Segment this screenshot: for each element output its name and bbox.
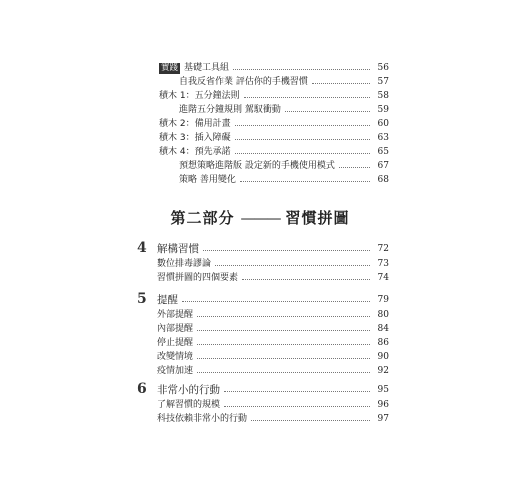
entry-label: 積木 3：插入障礙	[159, 133, 231, 143]
dot-leader	[224, 391, 370, 392]
entry-label: 改變情境	[157, 352, 194, 362]
page-number: 65	[377, 147, 389, 157]
dot-leader	[244, 97, 370, 98]
page-number: 95	[377, 385, 389, 395]
page-number: 60	[377, 119, 389, 129]
toc-entry[interactable]	[179, 74, 389, 88]
entry-label: 習慣拼圖的四個要素	[157, 273, 239, 283]
entry-label: 積木 4：預先承諾	[159, 147, 231, 157]
page-number: 57	[377, 77, 389, 87]
dot-leader	[215, 265, 370, 266]
entry-label: 了解習慣的規模	[157, 400, 221, 410]
toc-entry[interactable]	[179, 102, 389, 116]
toc-entry[interactable]	[157, 397, 389, 411]
part-title: 習慣拼圖	[285, 209, 350, 227]
toc-entry[interactable]	[159, 60, 389, 74]
page-number: 84	[377, 324, 389, 334]
dot-leader	[224, 406, 370, 407]
chapter-number: 6	[137, 381, 147, 397]
page-number: 97	[377, 414, 389, 424]
entry-label: 積木 2：備用計畫	[159, 119, 231, 129]
toc-entry[interactable]	[159, 144, 389, 158]
part-heading	[0, 207, 520, 228]
chapter-title: 提醒	[157, 294, 178, 306]
page-number: 80	[377, 310, 389, 320]
page-number: 92	[377, 366, 389, 376]
toc-entry[interactable]	[157, 307, 389, 321]
chapter-entry[interactable]	[137, 289, 389, 307]
section-tag: 實踐	[161, 63, 179, 73]
entry-label: 科技依賴非常小的行動	[157, 414, 248, 424]
entry-label: 疫情加速	[157, 366, 194, 376]
toc-entry[interactable]	[159, 88, 389, 102]
part-dash: ———	[240, 209, 280, 227]
dot-leader	[312, 83, 370, 84]
entry-label: 策略 善用變化	[179, 175, 236, 185]
toc-entry[interactable]	[159, 116, 389, 130]
entry-label: 內部提醒	[157, 324, 194, 334]
entry-label: 數位排毒謬論	[157, 259, 212, 269]
page-number: 74	[377, 273, 389, 283]
chapter-title: 非常小的行動	[157, 384, 220, 396]
dot-leader	[235, 139, 370, 140]
page-number: 68	[377, 175, 389, 185]
page-number: 90	[377, 352, 389, 362]
toc-entry[interactable]	[159, 130, 389, 144]
dot-leader	[242, 279, 370, 280]
dot-leader	[235, 125, 370, 126]
page-number: 67	[377, 161, 389, 171]
dot-leader	[339, 167, 370, 168]
chapter-entry[interactable]	[137, 379, 389, 397]
page-number: 72	[377, 244, 389, 254]
dot-leader	[197, 358, 370, 359]
page-number: 63	[377, 133, 389, 143]
entry-label: 積木 1：五分鐘法則	[159, 91, 240, 101]
page-number: 56	[377, 63, 389, 73]
page-number: 59	[377, 105, 389, 115]
toc-entry[interactable]	[157, 363, 389, 377]
toc-entry[interactable]	[179, 158, 389, 172]
entry-label: 停止提醒	[157, 338, 194, 348]
toc-entry[interactable]	[157, 349, 389, 363]
entry-label: 外部提醒	[157, 310, 194, 320]
dot-leader	[197, 372, 370, 373]
dot-leader	[235, 153, 370, 154]
chapter-entry[interactable]	[137, 238, 389, 256]
chapter-title: 解構習慣	[157, 243, 199, 255]
dot-leader	[203, 250, 370, 251]
toc-entry[interactable]	[179, 172, 389, 186]
toc-entry[interactable]	[157, 270, 389, 284]
chapter-number: 4	[137, 240, 147, 256]
page-number: 79	[377, 295, 389, 305]
page-number: 58	[377, 91, 389, 101]
dot-leader	[233, 69, 370, 70]
page-number: 86	[377, 338, 389, 348]
dot-leader	[182, 301, 370, 302]
dot-leader	[251, 420, 370, 421]
entry-label: 預想策略進階版 設定新的手機使用模式	[179, 161, 335, 171]
dot-leader	[197, 344, 370, 345]
toc-entry[interactable]	[157, 335, 389, 349]
entry-label: 自我反省作業 評估你的手機習慣	[179, 77, 308, 87]
page-number: 73	[377, 259, 389, 269]
dot-leader	[240, 181, 370, 182]
toc-entry[interactable]	[157, 256, 389, 270]
chapter-number: 5	[137, 291, 147, 307]
entry-label: 進階五分鐘規則 駕馭衝動	[179, 105, 281, 115]
dot-leader	[285, 111, 370, 112]
entry-label: 基礎工具組	[184, 63, 230, 73]
toc-entry[interactable]	[157, 411, 389, 425]
part-number: 第二部分	[170, 209, 235, 227]
page-number: 96	[377, 400, 389, 410]
dot-leader	[197, 316, 370, 317]
toc-entry[interactable]	[157, 321, 389, 335]
dot-leader	[197, 330, 370, 331]
